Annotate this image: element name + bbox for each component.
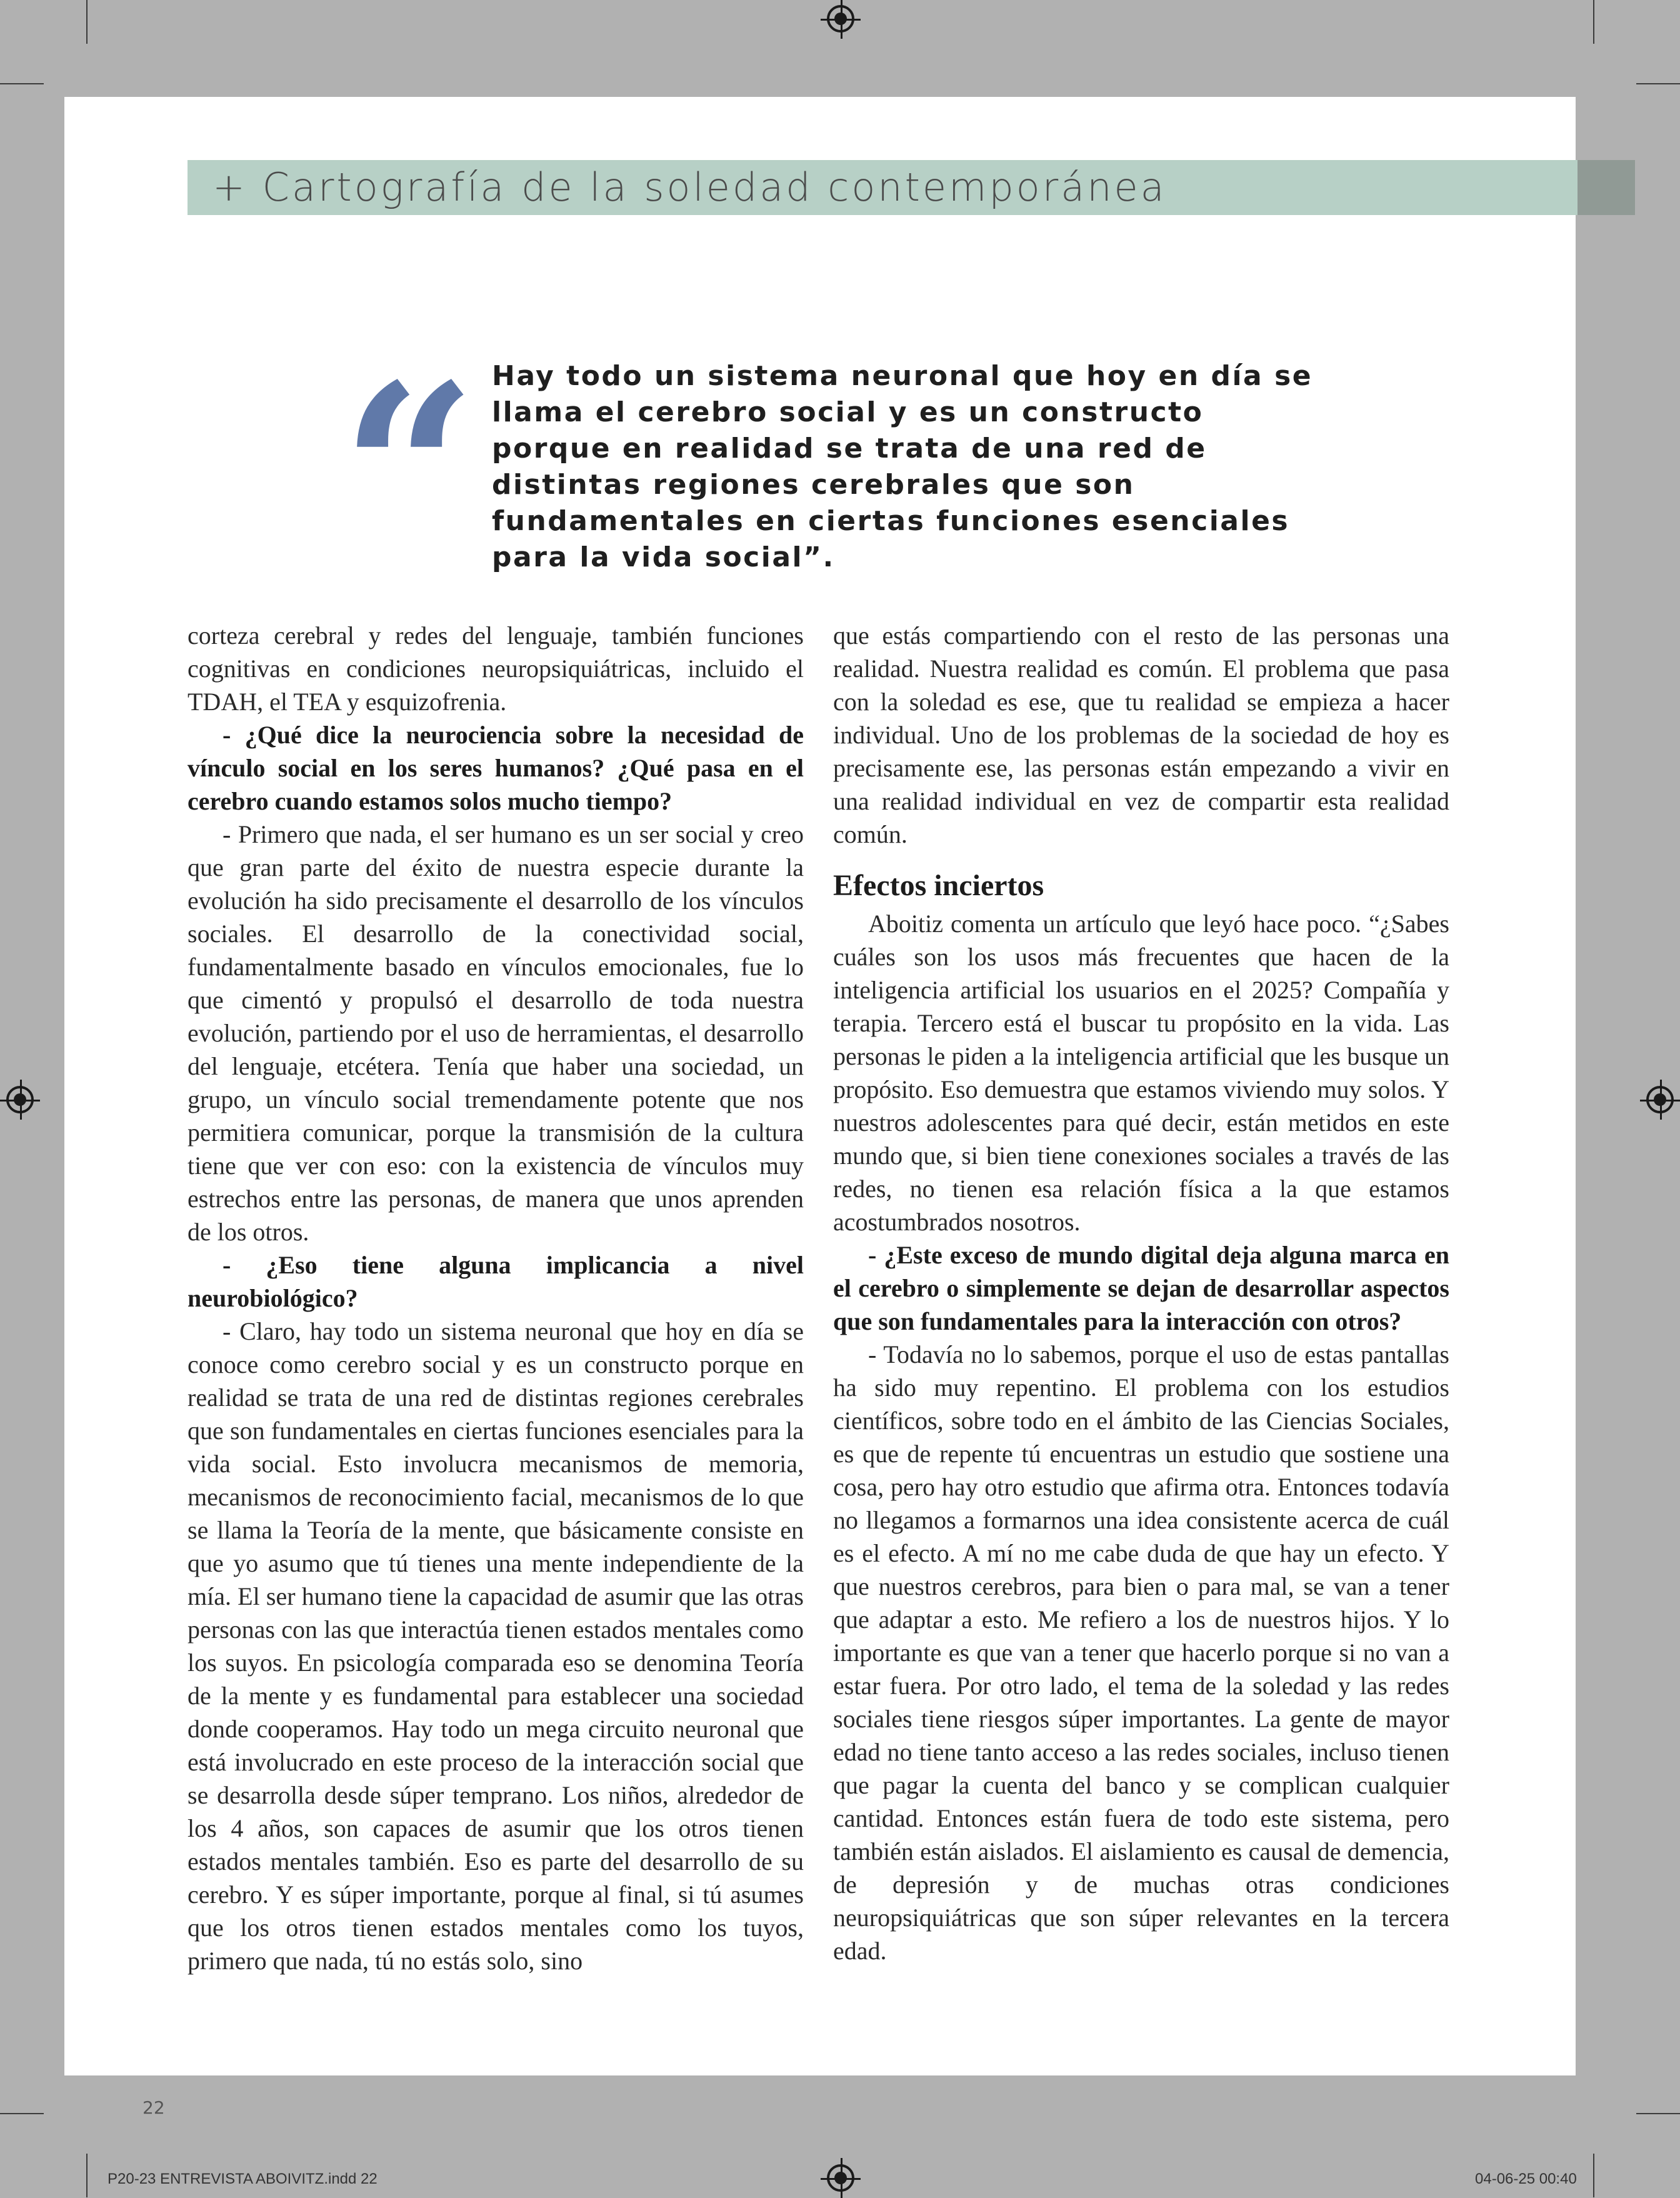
slug-file-name: P20-23 ENTREVISTA ABOIVITZ.indd 22	[108, 2170, 378, 2187]
registration-mark-top	[827, 5, 854, 33]
section-bar-end-block	[1578, 160, 1635, 215]
interview-answer: - Primero que nada, el ser humano es un ser social y creo que gran parte del éxito de nuestra especie durante la evolución ha sido precisamente el desarrollo de los vínculos sociales. El desarrollo de la conectividad social, fundamentalmente basado en vínculos emocionales, fue lo que cimentó y propulsó el desarrollo de toda nuestra evolución, partiendo por el uso de herramientas, el desarrollo del lenguaje, etcétera. Tenía que haber una sociedad, un grupo, un vínculo social tremendamente potente que nos permitiera comunicar, porque la transmisión de la cultura tiene que ver con eso: con la existencia de vínculos muy estrechos entre las personas, de manera que unos aprenden de los otros.	[188, 820, 804, 1246]
left-column	[188, 619, 804, 1977]
pull-quote: Hay todo un sistema neuronal que hoy en día se llama el cerebro social y es un constructo porque en realidad se trata de una red de distintas regiones cerebrales que son fundamentales en ciertas funciones esenciales para la vida social”.	[492, 360, 1313, 573]
crop-mark	[1636, 83, 1680, 84]
crop-mark	[0, 2113, 44, 2114]
interview-question: - ¿Qué dice la neurociencia sobre la necesidad de vínculo social en los seres humanos? ¿Qué pasa en el cerebro cuando estamos solos mucho tiempo?	[188, 721, 804, 815]
page-number: 22	[142, 2097, 165, 2118]
right-column	[833, 619, 1449, 1967]
section-title: + Cartografía de la soledad contemporánea	[212, 164, 1167, 210]
crop-mark	[0, 83, 44, 84]
magazine-page	[64, 97, 1576, 2118]
slug-date: 04-06-25 00:40	[1475, 2170, 1577, 2187]
paragraph: que estás compartiendo con el resto de las personas una realidad. Nuestra realidad es común. El problema que pasa con la soledad es ese, que tu realidad se empieza a hacer individual. Uno de los problemas de la sociedad de hoy es precisamente ese, las personas están empezando a vivir en una realidad individual en vez de compartir esta realidad común.	[833, 621, 1449, 848]
interview-answer: - Claro, hay todo un sistema neuronal que hoy en día se conoce como cerebro social y es un constructo porque en realidad se trata de una red de distintas regiones cerebrales que son fundamentales en ciertas funciones esenciales para la vida social. Esto involucra mecanismos de memoria, mecanismos de reconocimiento facial, mecanismos de lo que se llama la Teoría de la mente, que básicamente consiste en que yo asumo que tú tienes una mente independiente de la mía. El ser humano tiene la capacidad de asumir que las otras personas con las que interactúa tienen estados mentales como los suyos. En psicología comparada eso se denomina Teoría de la mente y es fundamental para establecer una sociedad donde cooperamos. Hay todo un mega circuito neuronal que está involucrado en este proceso de la interacción social que se desarrolla desde súper temprano. Los niños, alrededor de los 4 años, son capaces de asumir que los otros tienen estados mentales también. Eso es parte del desarrollo de su cerebro. Y es súper importante, porque al final, si tú asumes que los otros tienen estados mentales como los tuyos, primero que nada, tú no estás solo, sino	[188, 1317, 804, 1975]
crop-mark	[86, 2154, 88, 2197]
registration-mark-right	[1646, 1086, 1674, 1113]
crop-mark	[1593, 2154, 1594, 2197]
paragraph: Aboitiz comenta un artículo que leyó hace poco. “¿Sabes cuáles son los usos más frecuentes que hacen de la inteligencia artificial los usuarios en el 2025? Compañía y terapia. Tercero está el buscar tu propósito en la vida. Las personas le piden a la inteligencia artificial que les busque un propósito. Eso demuestra que estamos viviendo muy solos. Y nuestros adolescentes para qué decir, están metidos en este mundo que, si bien tiene conexiones sociales a través de las redes, no tienen esa relación física a la que estamos acostumbrados nosotros.	[833, 910, 1449, 1236]
paragraph: corteza cerebral y redes del lenguaje, también funciones cognitivas en condiciones neuropsiquiátricas, incluido el TDAH, el TEA y esquizofrenia.	[188, 621, 804, 716]
section-header-bar	[188, 160, 1635, 215]
crop-mark	[1593, 0, 1594, 44]
quote-mark-icon: “	[341, 332, 478, 611]
crop-mark	[1636, 2113, 1680, 2114]
registration-mark-left	[6, 1086, 34, 1113]
registration-mark-bottom	[827, 2164, 854, 2192]
interview-answer: - Todavía no lo sabemos, porque el uso de estas pantallas ha sido muy repentino. El problema con los estudios científicos, sobre todo en el ámbito de las Ciencias Sociales, es que de repente tú encuentras un estudio que sostiene una cosa, pero hay otro estudio que afirma otra. Entonces todavía no llegamos a formarnos una idea consistente acerca de cuál es el efecto. A mí no me cabe duda de que hay un efecto. Y que nuestros cerebros, para bien o para mal, se van a tener que adaptar a esto. Me refiero a los de nuestros hijos. Y lo importante es que van a tener que hacerlo porque si no van a estar fuera. Por otro lado, el tema de la soledad y las redes sociales tiene riesgos súper importantes. La gente de mayor edad no tiene tanto acceso a las redes sociales, incluso tienen que pagar la cuenta del banco y se complican cualquier cantidad. Entonces están fuera de todo este sistema, pero también están aislados. El aislamiento es causal de demencia, de depresión y de muchas otras condiciones neuropsiquiátricas que son súper relevantes en la tercera edad.	[833, 1340, 1449, 1965]
interview-question: - ¿Eso tiene alguna implicancia a nivel neurobiológico?	[188, 1251, 804, 1312]
crop-mark	[86, 0, 88, 44]
subheading: Efectos inciertos	[833, 869, 1044, 902]
interview-question: - ¿Este exceso de mundo digital deja alguna marca en el cerebro o simplemente se dejan de desarrollar aspectos que son fundamentales para la interacción con otros?	[833, 1241, 1449, 1335]
